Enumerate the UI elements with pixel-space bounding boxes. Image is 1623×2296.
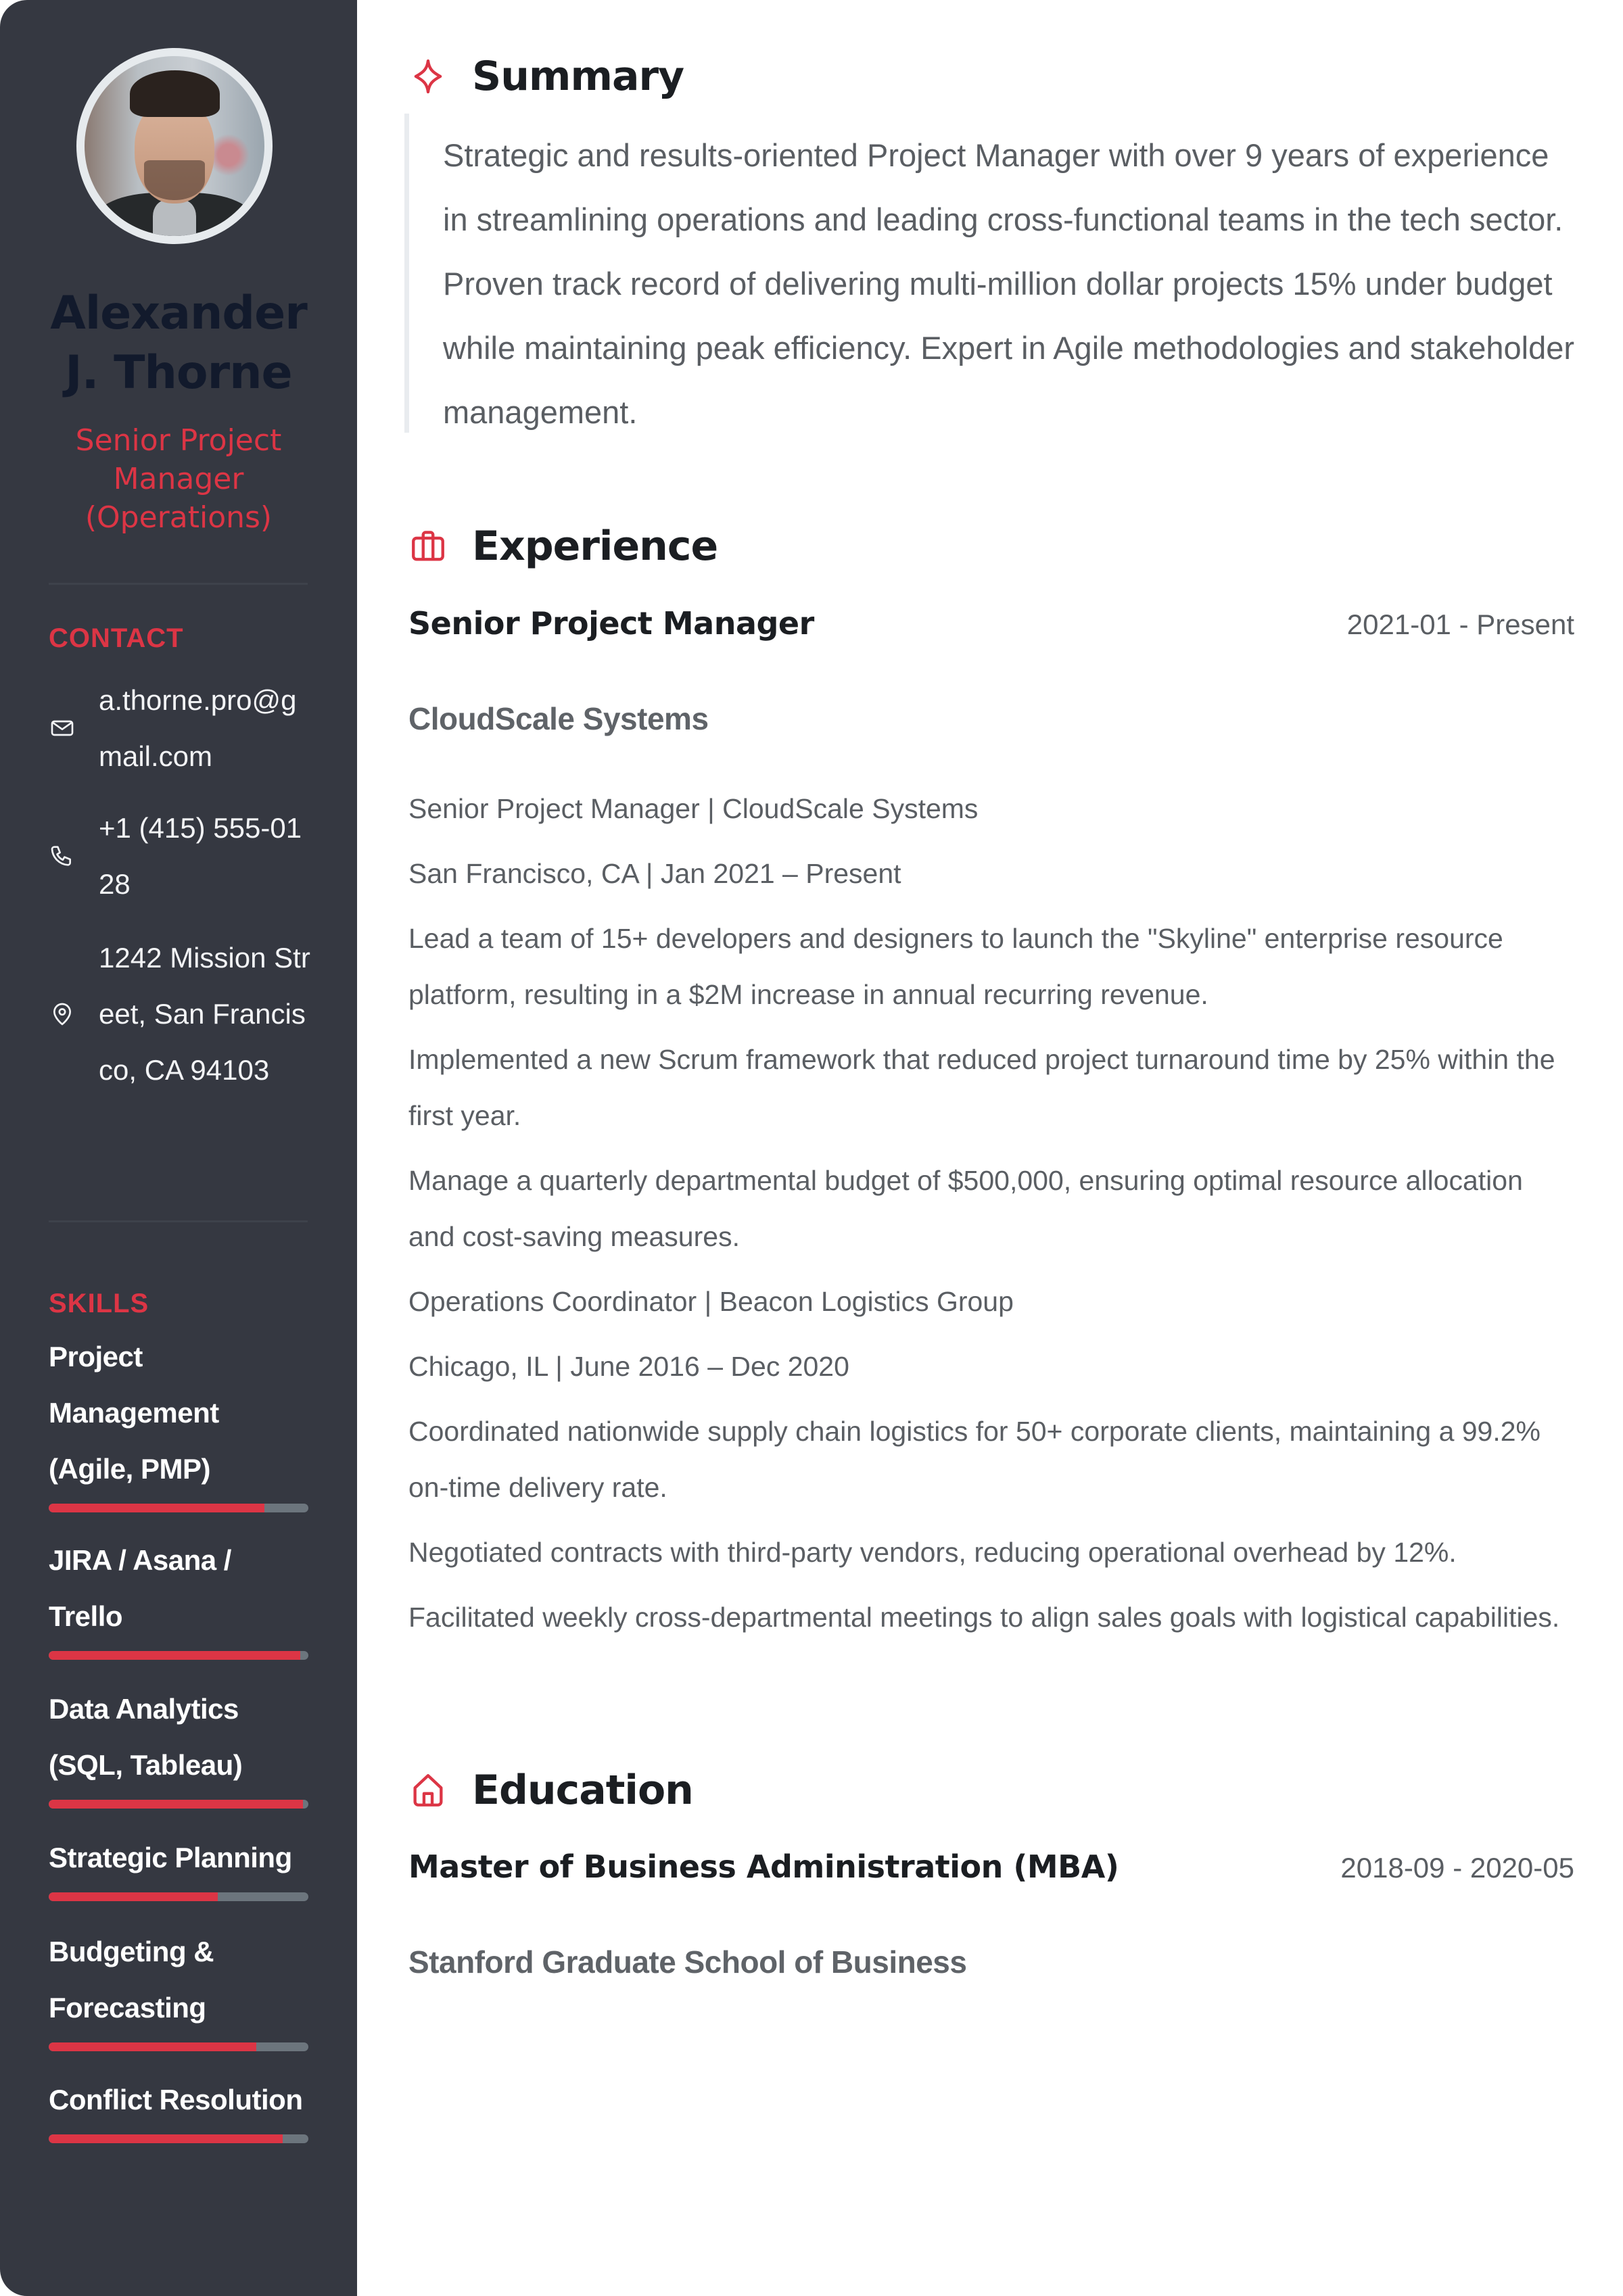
job-details xyxy=(408,781,1572,1654)
job-detail-line: Facilitated weekly cross-departmental meetings to align sales goals with logistical capabilities. xyxy=(408,1602,1560,1633)
skill-bar xyxy=(49,1800,308,1809)
contact-phone[interactable] xyxy=(49,800,312,912)
profile-photo xyxy=(85,56,264,236)
phone-text[interactable]: +1 (415) 555-0128 xyxy=(99,812,302,900)
profile-name: Alexander J. Thorne xyxy=(50,287,307,400)
contact-address xyxy=(49,930,312,1098)
skill-label: JIRA / Asana / Trello xyxy=(49,1544,231,1632)
job-detail-line: Negotiated contracts with third-party vendors, reducing operational overhead by 12%. xyxy=(408,1537,1457,1568)
skill-item xyxy=(49,2072,308,2143)
location-pin-icon xyxy=(49,1001,76,1028)
skill-item xyxy=(49,1329,308,1512)
skill-label: Conflict Resolution xyxy=(49,2084,303,2115)
skill-bar-fill xyxy=(49,1504,264,1512)
job-detail-line: Operations Coordinator | Beacon Logistics Group xyxy=(408,1286,1014,1317)
envelope-icon xyxy=(49,715,76,742)
skill-bar-fill xyxy=(49,2042,256,2051)
phone-icon xyxy=(49,842,76,869)
summary-block xyxy=(404,114,1581,433)
sparkle-icon xyxy=(408,57,448,96)
skill-bar xyxy=(49,2042,308,2051)
summary-section-header xyxy=(408,53,684,100)
skill-bar-fill xyxy=(49,1800,303,1809)
job-detail-line: Manage a quarterly departmental budget of $500,000, ensuring optimal resource allocation and cost-saving measures. xyxy=(408,1165,1523,1252)
summary-heading: Summary xyxy=(472,53,684,100)
degree-title: Master of Business Administration (MBA) xyxy=(408,1848,1119,1885)
job-dates: 2021-01 - Present xyxy=(1346,608,1574,640)
education-dates: 2018-09 - 2020-05 xyxy=(1340,1852,1574,1884)
profile-title: Senior Project Manager (Operations) xyxy=(75,423,282,535)
job-detail-line: San Francisco, CA | Jan 2021 – Present xyxy=(408,858,901,889)
job-detail-line: Coordinated nationwide supply chain logistics for 50+ corporate clients, maintaining a 99.2% on-time delivery rate. xyxy=(408,1416,1541,1503)
experience-section-header xyxy=(408,523,718,570)
education-section-header xyxy=(408,1767,693,1814)
skill-bar xyxy=(49,1651,308,1660)
skill-label: Budgeting & Forecasting xyxy=(49,1936,214,2024)
skill-item xyxy=(49,1532,308,1660)
avatar xyxy=(76,48,273,244)
skill-bar-fill xyxy=(49,2134,283,2143)
skill-bar-fill xyxy=(49,1892,218,1901)
skill-bar xyxy=(49,1504,308,1512)
skill-label: Project Management (Agile, PMP) xyxy=(49,1341,219,1485)
skill-label: Strategic Planning xyxy=(49,1842,292,1873)
contact-email[interactable] xyxy=(49,672,312,784)
education-heading: Education xyxy=(472,1767,693,1814)
school-name: Stanford Graduate School of Business xyxy=(408,1944,967,1980)
contact-heading: CONTACT xyxy=(49,623,184,653)
skills-heading: SKILLS xyxy=(49,1289,149,1318)
job-company: CloudScale Systems xyxy=(408,701,709,736)
email-text[interactable]: a.thorne.pro@gmail.com xyxy=(99,684,297,772)
house-icon xyxy=(408,1771,448,1810)
skill-bar-fill xyxy=(49,1651,300,1660)
sidebar-divider xyxy=(49,583,308,585)
summary-text: Strategic and results-oriented Project Manager with over 9 years of experience in streamlining operations and leading cross-functional teams in the tech sector. Proven track record of delivering multi-million dollar projects 15% under budget while maintaining peak efficiency. Expert in Agile methodologies and stakeholder management. xyxy=(443,137,1574,430)
skill-bar xyxy=(49,1892,308,1901)
experience-heading: Experience xyxy=(472,523,718,570)
skill-bar xyxy=(49,2134,308,2143)
job-detail-line: Senior Project Manager | CloudScale Systems xyxy=(408,793,979,824)
job-detail-line: Implemented a new Scrum framework that reduced project turnaround time by 25% within the first year. xyxy=(408,1044,1555,1131)
sidebar-divider xyxy=(49,1220,308,1222)
skill-item xyxy=(49,1681,308,1809)
job-header xyxy=(408,605,1574,642)
sidebar xyxy=(0,0,357,2296)
address-text: 1242 Mission Street, San Francisco, CA 94103 xyxy=(99,942,310,1086)
briefcase-icon xyxy=(408,527,448,566)
skill-item xyxy=(49,1829,308,1901)
job-detail-line: Lead a team of 15+ developers and designers to launch the "Skyline" enterprise resource platform, resulting in a $2M increase in annual recurring revenue. xyxy=(408,923,1503,1010)
job-detail-line: Chicago, IL | June 2016 – Dec 2020 xyxy=(408,1351,849,1382)
skill-item xyxy=(49,1923,308,2051)
education-header xyxy=(408,1848,1574,1885)
job-title: Senior Project Manager xyxy=(408,605,814,642)
skill-label: Data Analytics (SQL, Tableau) xyxy=(49,1693,243,1781)
